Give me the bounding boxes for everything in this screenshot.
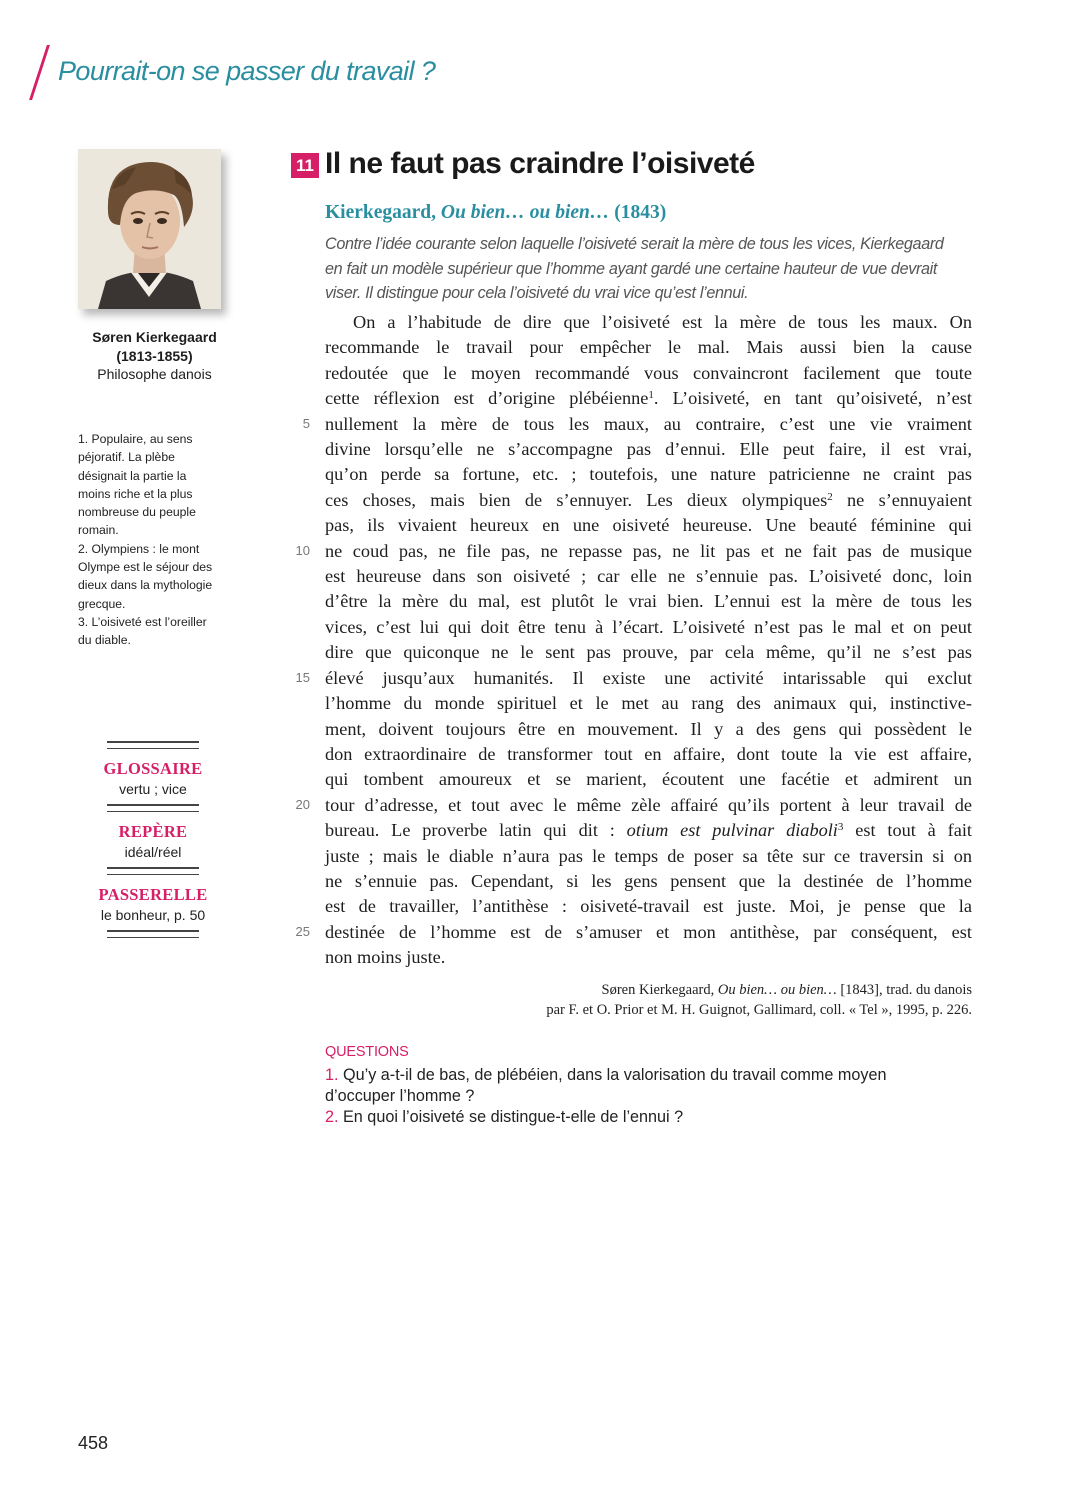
text-line: vices, c’est lui qui doit être tenu à l’écart. L’oisiveté n’est pas le mal et on peut	[325, 616, 972, 637]
footnote-line: Olympe est le séjour des	[78, 560, 213, 575]
sidebar-boxes	[98, 741, 208, 938]
text-line: divine lorsqu’elle ne s’accompagne pas d’ennui. Elle peut faire, il est vrai,	[325, 439, 972, 460]
page-number: 458	[78, 1433, 109, 1453]
question-text: Qu’y a-t-il de bas, de plébéien, dans la valorisation du travail comme moyen	[338, 1066, 887, 1084]
text-line: ment, doivent toujours être en mouvement. Il y a des gens qui possèdent le	[325, 718, 972, 739]
line-number: 15	[295, 670, 310, 685]
glossaire-text: vertu ; vice	[119, 781, 187, 797]
question-text: d’occuper l’homme ?	[325, 1087, 475, 1105]
portrait-illustration	[78, 149, 221, 309]
section-title: Il ne faut pas craindre l’oisiveté	[325, 147, 755, 180]
text-number-badge: 11	[291, 153, 319, 178]
source-line	[325, 202, 666, 224]
footnote-line: désignait la partie la	[78, 468, 187, 483]
divider	[107, 741, 199, 749]
passerelle-title: PASSERELLE	[98, 885, 208, 904]
text-line: dire que quiconque ne le sent pas prouve, par cela même, qu’il ne s’est pas	[325, 642, 972, 663]
text-line: l’homme du monde spirituel et le met au rang des animaux qui, instinctive-	[325, 693, 972, 714]
question-item	[325, 1065, 945, 1086]
footnote-line: péjoratif. La plèbe	[78, 450, 175, 465]
text-segment: est tout à fait	[843, 820, 972, 841]
divider	[107, 804, 199, 812]
text-line: juste ; mais le diable n’aura pas le temps de poser sa tête sur ce traversin si on	[325, 845, 972, 866]
text-line: est heureuse dans son oisiveté ; car elle ne s’ennuie pas. L’oisiveté donc, loin	[325, 566, 972, 587]
text-line: recommande le travail pour empêcher le mal. Mais aussi bien la cause	[325, 337, 972, 358]
source-work: Ou bien… ou bien…	[440, 202, 610, 223]
divider	[107, 867, 199, 875]
latin-proverb: otium est pulvinar diaboli	[626, 820, 838, 841]
chapter-slash-mark	[29, 45, 50, 100]
text-line: qui tombent amoureux et se marient, écoutent une facétie et admirent un	[325, 769, 972, 790]
caption-name: Søren Kierkegaard	[92, 329, 217, 345]
passerelle-box	[98, 875, 208, 930]
question-item	[325, 1086, 945, 1107]
question-number: 2.	[325, 1108, 339, 1126]
repere-box	[107, 812, 199, 867]
citation-segment: [1843], trad. du danois	[836, 982, 972, 998]
caption-years: (1813-1855)	[116, 347, 193, 364]
repere-title: REPÈRE	[118, 822, 188, 841]
text-line: nullement la mère de tous les maux, au contraire, c’est une vie vraiment	[325, 413, 972, 434]
questions-title: QUESTIONS	[325, 1044, 409, 1060]
footnote-line: nombreuse du peuple	[78, 505, 196, 520]
text-line: destinée de l’homme est de s’amuser et mon antithèse, par conséquent, est	[325, 921, 972, 942]
question-number: 1.	[325, 1066, 339, 1084]
text-line: pas, ils vivaient heureux en une oisiveté heureuse. Une beauté féminine qui	[325, 515, 972, 536]
questions	[325, 1042, 945, 1128]
text-line: qu’on perde sa fortune, etc. ; toutefois, une nature patricienne ne craint pas	[325, 464, 972, 485]
text-segment: L’oisiveté, en tant qu’oisiveté, n’est	[658, 388, 972, 409]
author-portrait	[78, 149, 221, 309]
divider	[107, 930, 199, 938]
text-line: don extraordinaire de transformer tout en affaire, dont toute la vie est affaire,	[325, 743, 972, 764]
text-line: élevé jusqu’aux humanités. Il existe une activité intarissable qui exclut	[325, 667, 972, 688]
text-line: est de travailler, l’antithèse : oisiveté-travail est juste. Moi, je pense que la	[325, 896, 972, 917]
footnote-ref: 1	[648, 389, 654, 402]
main-text	[325, 310, 985, 971]
footnote-line: 3. L’oisiveté est l’oreiller	[78, 614, 207, 629]
text-line: tour d’adresse, et tout avec le même zèle affairé qu’ils portent à leur travail de	[325, 794, 972, 815]
text-segment: bureau. Le proverbe latin qui dit :	[325, 820, 627, 841]
line-number: 10	[295, 543, 310, 558]
line-number: 5	[302, 416, 310, 431]
text-line	[325, 818, 972, 843]
text-line	[325, 488, 972, 513]
footnote-line: 1. Populaire, au sens	[78, 432, 193, 446]
footnote-ref: 3	[837, 821, 844, 834]
intro-line: en fait un modèle supérieur que l’homme ayant gardé une certaine hauteur de vue devrait	[325, 259, 938, 278]
citation-line	[546, 980, 972, 1000]
footnote-line: grecque.	[78, 596, 126, 611]
citation-line: par F. et O. Prior et M. H. Guignot, Gallimard, coll. « Tel », 1995, p. 226.	[546, 1002, 972, 1018]
text-line: d’être la mère du mal, est plutôt le vrai bien. L’ennui est la mère de tous les	[325, 591, 972, 612]
text-segment: ne s’ennuyaient	[832, 489, 972, 510]
portrait-caption	[78, 328, 231, 384]
intro-text	[325, 232, 985, 306]
caption-role: Philosophe danois	[97, 366, 212, 382]
text-line	[325, 386, 972, 411]
citation	[546, 980, 972, 1020]
footnote-ref: 2	[827, 490, 833, 503]
glossaire-title: GLOSSAIRE	[103, 759, 203, 778]
text-segment: .	[653, 388, 659, 409]
glossaire-box	[103, 749, 203, 804]
passerelle-text: le bonheur, p. 50	[100, 907, 206, 923]
text-line: non moins juste.	[325, 947, 446, 968]
footnote-line: 2. Olympiens : le mont	[78, 541, 200, 556]
text-line: ne coud pas, ne file pas, ne repasse pas, ne lit pas et ne fait pas de musique	[325, 540, 972, 561]
footnote-line: romain.	[78, 523, 119, 538]
citation-work: Ou bien… ou bien…	[717, 982, 837, 998]
text-segment: cette réflexion est d’origine plébéienne	[325, 388, 649, 409]
source-author: Kierkegaard,	[325, 202, 437, 223]
line-number: 25	[295, 924, 310, 939]
text-segment: ces choses, mais bien de s’ennuyer. Les dieux olympiques	[325, 489, 828, 510]
intro-line: Contre l’idée courante selon laquelle l’oisiveté serait la mère de tous les vices, Kierkegaard	[325, 235, 944, 253]
text-line: redoutée que le moyen recommandé vous convaincront facilement que toute	[325, 362, 972, 383]
footnote-line: du diable.	[78, 633, 131, 648]
text-line: ne s’ennuie pas. Cependant, si les gens pensent que la destinée de l’homme	[325, 870, 972, 891]
text-line: On a l’habitude de dire que l’oisiveté est la mère de tous les maux. On	[353, 312, 972, 332]
repere-text: idéal/réel	[124, 844, 182, 860]
footnote-line: dieux dans la mythologie	[78, 578, 213, 593]
intro-line: viser. Il distingue pour cela l’oisiveté du vrai vice qu’est l’ennui.	[325, 284, 749, 302]
question-item	[325, 1107, 945, 1128]
source-year: (1843)	[614, 202, 667, 223]
question-text: En quoi l’oisiveté se distingue-t-elle de l’ennui ?	[338, 1108, 684, 1126]
line-number: 20	[295, 797, 310, 812]
footnotes	[78, 430, 230, 650]
citation-segment: Søren Kierkegaard,	[601, 982, 718, 998]
footnote-line: moins riche et la plus	[78, 486, 193, 501]
chapter-title: Pourrait-on se passer du travail ?	[58, 56, 436, 86]
